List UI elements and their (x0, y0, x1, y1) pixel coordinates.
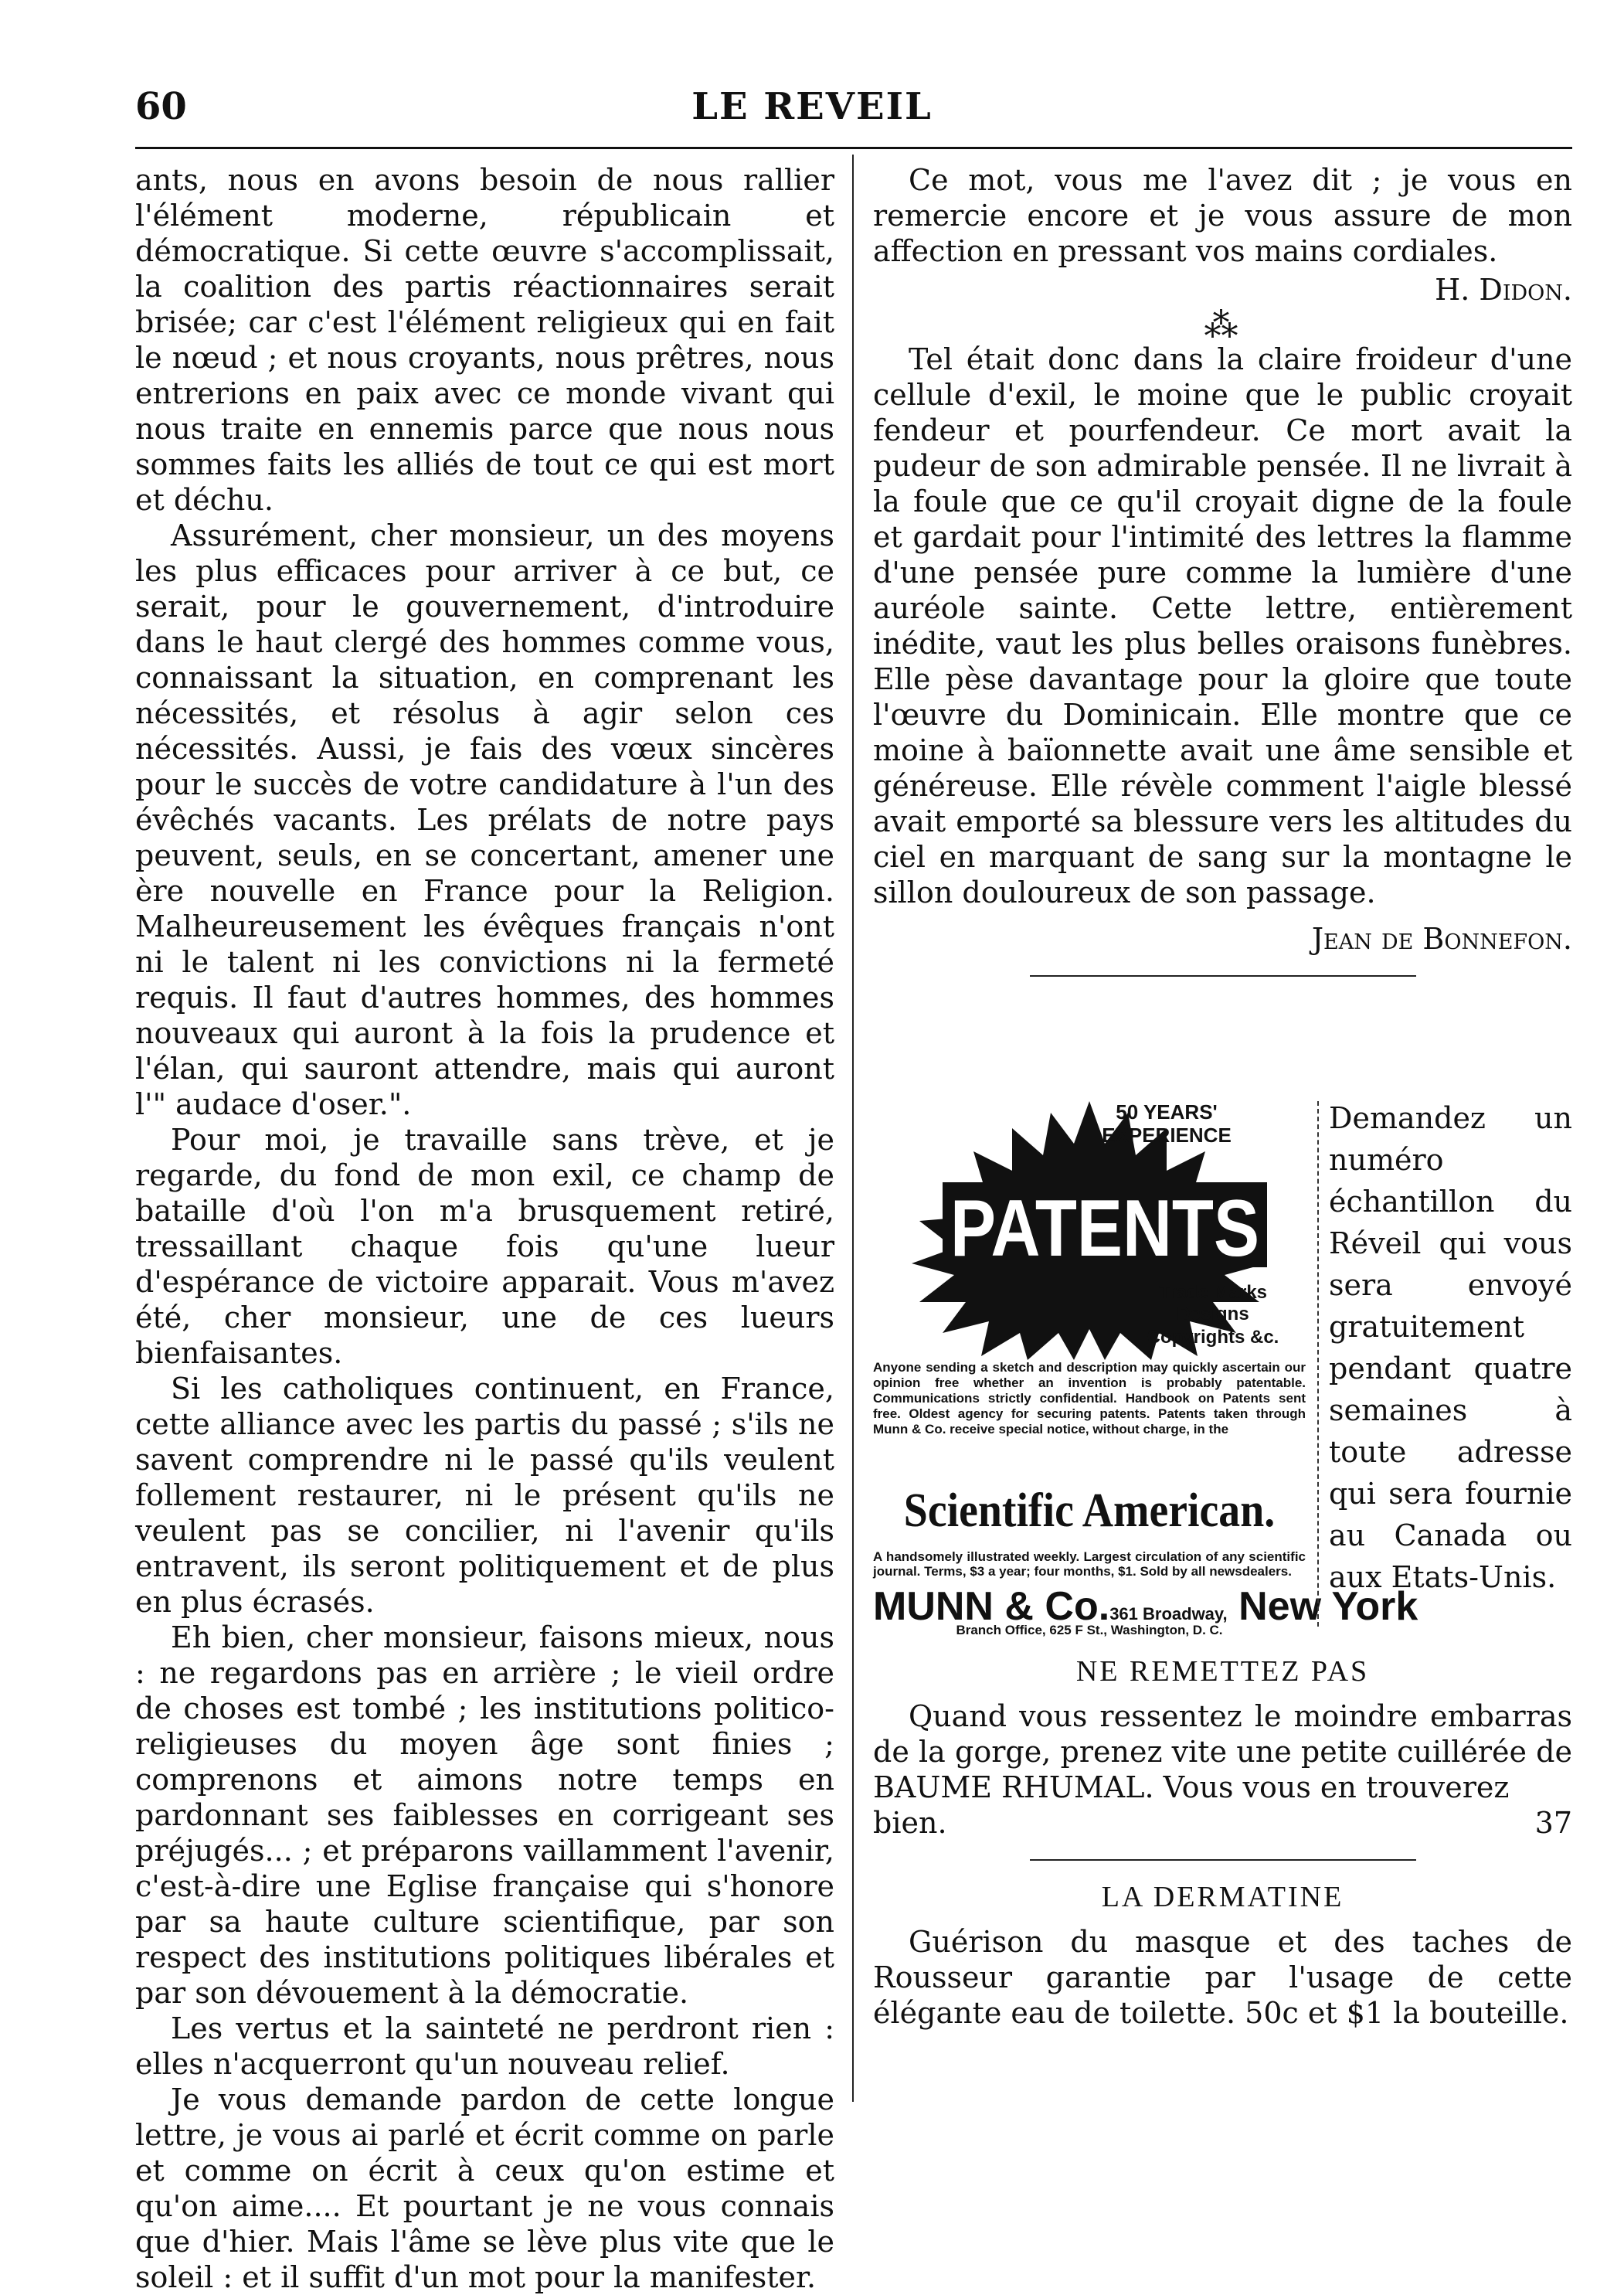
asterism: ⁂ (1204, 306, 1242, 345)
paragraph: Eh bien, cher monsieur, faisons mieux, nous : ne regardons pas en arrière ; le vieil ordre de choses est tombé ; les institutions politico-religieuses du moyen âge sont finies ; comprenons et aimons notre temps en pardonnant ses faiblesses en corrigeant ses préjugés... ; et préparons vaillamment l'avenir, c'est-à-dire une Eglise française qui s'honore par sa haute culture scientifique, par son respect des institutions politiques libérales et par son dévouement à la démocratie. (135, 1620, 834, 2010)
section-rule (1030, 1859, 1416, 1861)
author-signature: Jean de Bonnefon. (1311, 922, 1572, 956)
scientific-american-logo: Scientific American. (903, 1484, 1276, 1537)
baume-title: NE REMETTEZ PAS (1075, 1655, 1370, 1688)
years-text: 50 YEARS' (1116, 1100, 1218, 1124)
paragraph: Assurément, cher monsieur, un des moyens les plus efficaces pour arriver à ce but, ce serait, pour le gouvernement, d'introduire dans le haut clergé des hommes comme vous, connaissant la situation, en comprenant les nécessités, et résolus à agir selon ces nécessités. Aussi, je fais des vœux sincères pour le succès de votre candidature à l'un des évêchés vacants. Les prélats de notre pays peuvent, seuls, en se concertant, amener une ère nouvelle en France pour la Religion. Malheureusement les évêques français n'ont ni le talent ni les convictions ni la fermeté requis. Il faut d'autres hommes, des hommes nouveaux qui auront à la fois la prudence et l'élan, qui sauront attendre, mais qui auront l'" audace d'oser.". (135, 518, 834, 1121)
page-number: 60 (135, 85, 187, 128)
paragraph: ants, nous en avons besoin de nous rallier l'élément moderne, républicain et démocratique. Si cette œuvre s'accomplissait, la coalition des partis réactionnaires serait brisée; car c'est l'élément religieux qui en fait le nœud ; et nous croyants, nous prêtres, nous entrerions en paix avec ce monde vivant qui nous traite en ennemis parce que nous nous sommes faits les alliés de tout ce qui est mort et déchu. (135, 163, 834, 517)
letter-close: Ce mot, vous me l'avez dit ; je vous en remercie encore et je vous assure de mon affection en pressant vos mains cordiales. (873, 163, 1572, 268)
page-title: LE REVEIL (691, 85, 933, 128)
dermatine-title: LA DERMATINE (1101, 1881, 1344, 1913)
munn-name: MUNN & Co. (873, 1584, 1110, 1629)
sample-copy-notice: Demandez un numéro échantillon du Réveil qui vous sera envoyé gratuitement pendant quatre semaines à toute adresse qui sera fournie au Canada ou aux Etats-Unis. (1329, 1101, 1572, 1594)
column-divider (852, 155, 854, 2102)
letter-signature: H. Didon. (1435, 273, 1572, 307)
paragraph: Pour moi, je travaille sans trève, et je regarde, du fond de mon exil, ce champ de bataille d'où l'on m'a brusquement retiré, tressaillant chaque fois qu'une lueur d'espérance de victoire apparait. Vous m'avez été, cher monsieur, une de ces lueurs bienfaisantes. (135, 1123, 834, 1370)
right-column-top (873, 162, 1572, 995)
paragraph: Les vertus et la sainteté ne perdront rien : elles n'acquerront qu'un nouveau relief. (135, 2011, 834, 2081)
trade-marks-text: Trade Marks (1158, 1282, 1268, 1303)
magazine-description: A handsomely illustrated weekly. Largest circulation of any scientific journal. Terms, $3 a year; four months, $1. Sold by all newsdealers. (873, 1549, 1306, 1579)
designs-text: Designs (1177, 1304, 1249, 1324)
paragraph: Je vous demande pardon de cette longue lettre, je vous ai parlé et écrit comme on parle et comme on écrit à ceux qu'on estime et qu'on aime.... Et pourtant je ne vous connais que d'hier. Mais l'âme se lève plus vite que le soleil : et il suffit d'un mot pour la manifester. (135, 2082, 834, 2294)
commentary: Tel était donc dans la claire froideur d'une cellule d'exil, le moine que le public croyait fendeur et pourfendeur. Ce mort avait la pudeur de son admirable pensée. Il ne livrait à la foule que ce qu'il croyait digne de la foule et gardait pour l'intimité des lettres la flamme d'une pensée pure comme la lumière d'une auréole sainte. Cette lettre, entièrement inédite, vaut les plus belles oraisons funèbres. Elle pèse davantage pour la gloire que toute l'œuvre du Dominicain. Elle montre que ce moine à baïonnette avait une âme sensible et généreuse. Elle révèle comment l'aigle blessé avait emporté sa blessure vers les altitudes du ciel en marquant de sang sur la montagne le sillon douloureux de son passage. (873, 342, 1572, 910)
baume-last-line (873, 1805, 1572, 1841)
patents-headline: PATENTS (950, 1184, 1259, 1273)
right-column-bottom (873, 1646, 1572, 2031)
copyrights-text: Copyrights &c. (1147, 1327, 1279, 1348)
patents-burst-graphic (873, 1097, 1306, 1360)
experience-text: EXPERIENCE (1102, 1124, 1232, 1147)
patents-advertisement (873, 1097, 1418, 1637)
munn-city: New York (1238, 1584, 1418, 1629)
patents-body: Anyone sending a sketch and description may quickly ascertain our opinion free whether an invention is probably patentable. Communications strictly confidential. Handbook on Patents sent free. Oldest agency for securing patents. Patents taken through Munn & Co. receive special notice, without charge, in the (873, 1360, 1306, 1436)
dermatine-text: Guérison du masque et des taches de Rousseur garantie par l'usage de cette élégante eau de toilette. 50c et $1 la bouteille. (873, 1925, 1572, 2030)
header-rule (135, 147, 1572, 149)
ad-divider (1317, 1101, 1319, 1627)
baume-text: Quand vous ressentez le moindre embarras de la gorge, prenez vite une petite cuillérée de BAUME RHUMAL. Vous vous en trouverez (873, 1699, 1572, 1804)
paragraph: Si les catholiques continuent, en France, cette alliance avec les partis du passé ; s'ils ne savent comprendre ni le passé qu'ils veulent follement restaurer, ni le présent qu'ils ne veulent pas se concilier, ni l'avenir qu'ils entravent, ils seront politiquement et de plus en plus écrasés. (135, 1372, 834, 1619)
baume-number: 37 (1534, 1806, 1572, 1840)
branch-office: Branch Office, 625 F St., Washington, D. C. (956, 1623, 1223, 1637)
baume-last-word: bien. (873, 1806, 947, 1840)
section-rule (1030, 975, 1416, 977)
left-column (135, 162, 834, 2295)
advertisement-row (873, 1097, 1572, 1637)
munn-address: 361 Broadway, (1109, 1604, 1228, 1624)
